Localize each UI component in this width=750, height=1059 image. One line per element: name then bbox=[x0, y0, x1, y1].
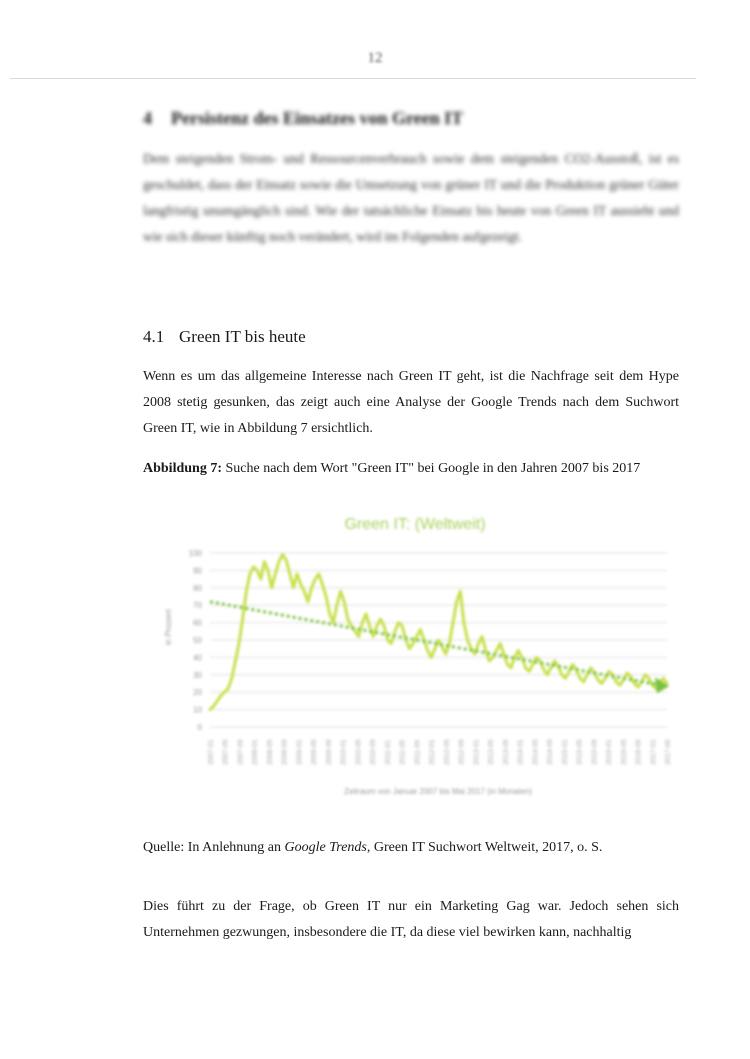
chart-y-tick-label: 10 bbox=[193, 705, 202, 715]
chart-y-tick-label: 80 bbox=[193, 583, 202, 593]
page-number: 12 bbox=[367, 50, 383, 66]
chart-x-tick-label: 2014-09 bbox=[547, 739, 555, 765]
header-rule bbox=[10, 78, 696, 79]
chart-x-tick-label: 2011-09 bbox=[414, 739, 422, 765]
chart-x-tick-label: 2015-09 bbox=[591, 739, 599, 765]
closing-paragraph: Dies führt zu der Frage, ob Green IT nur ein Marketing Gag war. Jedoch sehen sich Unternehmen gezwungen, insbesondere die IT, da diese viel bewirken kann, nachhaltig bbox=[143, 899, 679, 940]
figure-label: Abbildung 7: bbox=[143, 461, 222, 476]
chapter-number: 4 bbox=[143, 108, 152, 128]
figure-source bbox=[143, 840, 679, 856]
chart-y-tick-label: 40 bbox=[193, 653, 202, 663]
trend-chart bbox=[155, 505, 685, 805]
chart-y-tick-label: 0 bbox=[197, 723, 202, 732]
chart-y-tick-label: 50 bbox=[193, 636, 202, 645]
chart-x-tick-label: 2012-09 bbox=[458, 739, 466, 765]
figure-caption bbox=[143, 460, 679, 478]
chart-x-tick-label: 2007-05 bbox=[222, 739, 230, 765]
chart-x-tick-label: 2009-09 bbox=[325, 739, 333, 765]
chart-x-tick-label: 2008-01 bbox=[252, 739, 260, 765]
chart-x-tick-label: 2013-01 bbox=[473, 739, 481, 765]
chart-x-ticks bbox=[208, 739, 672, 765]
chart-x-tick-label: 2017-01 bbox=[650, 739, 658, 765]
chart-x-tick-label: 2009-01 bbox=[296, 739, 304, 765]
chart-y-tick-label: 90 bbox=[193, 566, 202, 576]
source-italic: Google Trends bbox=[284, 840, 367, 855]
chart-x-tick-label: 2012-01 bbox=[429, 739, 437, 765]
chart-x-tick-label: 2016-09 bbox=[635, 739, 643, 765]
chart-x-tick-label: 2017-05 bbox=[665, 739, 672, 765]
chart-x-tick-label: 2015-01 bbox=[561, 739, 569, 765]
chart-x-tick-label: 2016-01 bbox=[606, 739, 614, 765]
chart-x-tick-label: 2014-05 bbox=[532, 739, 540, 765]
chapter-intro: Dem steigenden Strom- und Ressourcenverbrauch sowie dem steigenden CO2-Ausstoß, ist es geschuldet, dass der Einsatz sowie die Umsetzung von grüner IT und die Produktion grüner Güter langfristig unumgänglich sind. Wie der tatsächliche Einsatz bis heute von Green IT aussieht und wie sich dieser künftig noch verändert, wird im Folgenden aufgezeigt. bbox=[143, 151, 679, 244]
chart-x-tick-label: 2013-09 bbox=[502, 739, 510, 765]
chart-x-tick-label: 2009-05 bbox=[311, 739, 319, 765]
source-suffix: , Green IT Suchwort Weltweit, 2017, o. S. bbox=[366, 840, 603, 855]
section-title: Green IT bis heute bbox=[179, 327, 306, 346]
chart-y-label: in Prozent bbox=[164, 608, 173, 646]
chart-y-tick-label: 70 bbox=[193, 601, 202, 611]
section-number: 4.1 bbox=[143, 327, 165, 346]
chart-x-tick-label: 2013-05 bbox=[488, 739, 496, 765]
chart-x-tick-label: 2007-01 bbox=[208, 739, 215, 765]
chart-x-label: Zeitraum von Januar 2007 bis Mai 2017 (in Monaten) bbox=[343, 787, 533, 796]
chart-x-tick-label: 2016-05 bbox=[620, 739, 628, 765]
chart-x-tick-label: 2010-09 bbox=[370, 739, 378, 765]
chapter-title: Persistenz des Einsatzes von Green IT bbox=[171, 108, 464, 128]
chart-y-tick-label: 30 bbox=[193, 670, 202, 680]
chart-x-tick-label: 2010-05 bbox=[355, 739, 363, 765]
figure-caption-text: Suche nach dem Wort "Green IT" bei Google in den Jahren 2007 bis 2017 bbox=[225, 461, 641, 476]
chart-x-tick-label: 2008-05 bbox=[266, 739, 274, 765]
section-paragraph: Wenn es um das allgemeine Interesse nach Green IT geht, ist die Nachfrage seit dem Hype 2008 stetig gesunken, das zeigt auch eine Analyse der Google Trends nach dem Suchwort Green IT, wie in Abbildung 7 ersichtlich. bbox=[143, 369, 679, 436]
chart-x-tick-label: 2012-05 bbox=[443, 739, 451, 765]
section-heading bbox=[143, 327, 306, 347]
chart-title: Green IT: (Weltweit) bbox=[344, 516, 486, 533]
chapter-heading bbox=[143, 108, 683, 129]
chart-y-ticks bbox=[189, 549, 203, 732]
chart-x-tick-label: 2014-01 bbox=[517, 739, 525, 765]
chart-x-tick-label: 2011-01 bbox=[384, 739, 392, 765]
chart-series-line bbox=[210, 555, 667, 710]
source-prefix: Quelle: In Anlehnung an bbox=[143, 840, 285, 855]
chart-y-tick-label: 20 bbox=[193, 688, 202, 698]
chart-x-tick-label: 2007-09 bbox=[237, 739, 245, 765]
chart-y-tick-label: 100 bbox=[188, 549, 202, 558]
chart-y-tick-label: 60 bbox=[193, 618, 202, 628]
chart-x-tick-label: 2008-09 bbox=[281, 739, 289, 765]
chart-x-tick-label: 2011-05 bbox=[399, 739, 407, 765]
chart-x-tick-label: 2010-01 bbox=[340, 739, 348, 765]
chart-x-tick-label: 2015-05 bbox=[576, 739, 584, 765]
